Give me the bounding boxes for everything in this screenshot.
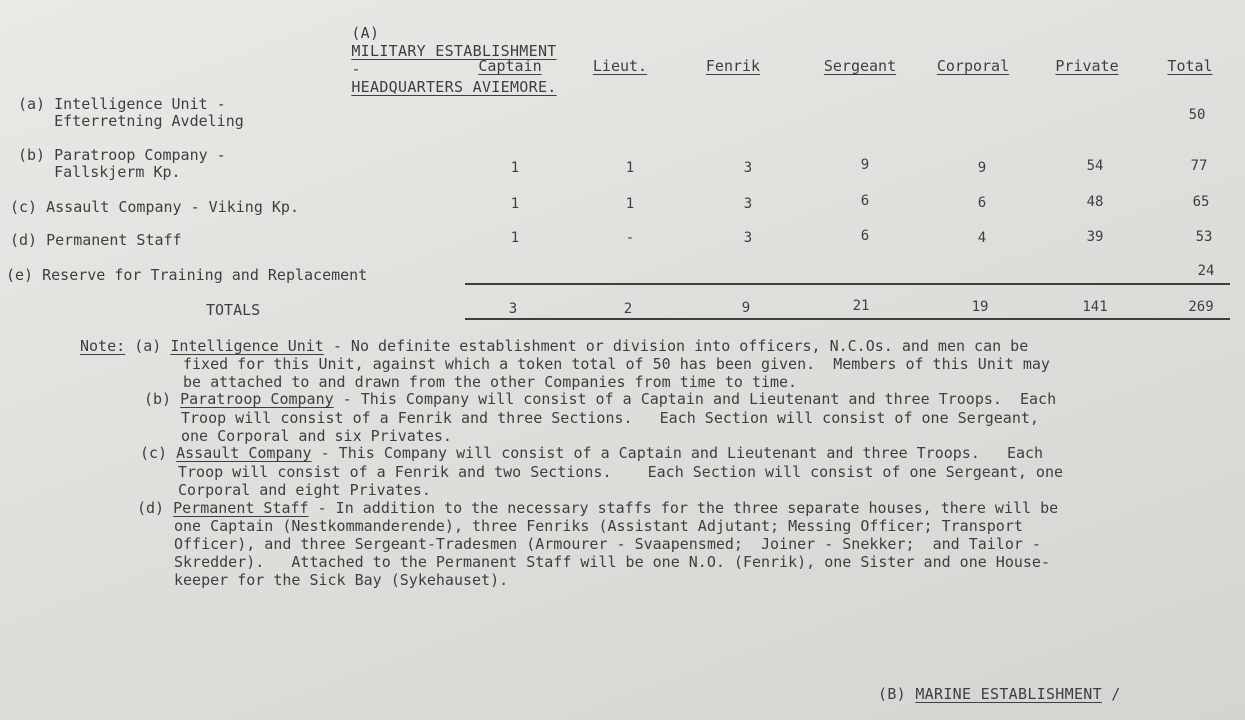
row-label-line2: Fallskjerm Kp.: [54, 163, 181, 181]
col-header-lieut: Lieut.: [592, 57, 648, 75]
cell-sergeant: 9: [860, 157, 870, 173]
note-d-marker: (d): [137, 499, 165, 517]
cell-total: 77: [1190, 158, 1208, 174]
note-label: Note:: [80, 337, 126, 355]
col-header-corporal: Corporal: [936, 57, 1010, 75]
cell-private: 54: [1086, 158, 1104, 174]
cell-fenrik: 3: [743, 160, 753, 176]
row-label-reserve: (e) Reserve for Training and Replacement: [6, 266, 368, 284]
cell-total: 50: [1188, 107, 1206, 123]
cell-lieut: 1: [625, 196, 635, 212]
totals-label: TOTALS: [206, 301, 261, 319]
cell-total: 53: [1195, 229, 1213, 245]
note-b-marker: (b): [144, 390, 172, 408]
total-lieut: 2: [623, 301, 633, 317]
note-d-line1: [137, 499, 1058, 517]
cell-private: 39: [1086, 229, 1104, 245]
cell-corporal: 4: [977, 230, 987, 246]
col-header-private: Private: [1055, 57, 1119, 75]
sum-rule-bottom: [465, 318, 1230, 320]
cell-lieut: 1: [625, 160, 635, 176]
heading-part2: HEADQUARTERS AVIEMORE.: [351, 78, 557, 96]
note-b-line3: one Corporal and six Privates.: [181, 427, 452, 445]
heading-part1: MILITARY ESTABLISHMENT: [351, 42, 557, 60]
row-label-intelligence: [18, 96, 244, 130]
note-a-marker: (a): [134, 337, 162, 355]
note-d-title: Permanent Staff: [173, 499, 309, 517]
footer-tail: /: [1101, 685, 1121, 703]
col-header-sergeant: Sergeant: [823, 57, 897, 75]
cell-corporal: 9: [977, 160, 987, 176]
cell-total: 24: [1197, 263, 1215, 279]
cell-fenrik: 3: [743, 230, 753, 246]
footer-title: MARINE ESTABLISHMENT: [915, 685, 1102, 703]
note-a-line2: fixed for this Unit, against which a token total of 50 has been given. Members of this Unit may: [183, 355, 1050, 373]
note-a-title: Intelligence Unit: [170, 337, 324, 355]
total-corporal: 19: [971, 299, 989, 315]
note-b-text1: - This Company will consist of a Captain and Lieutenant and three Troops. Each: [333, 390, 1057, 408]
row-label-line1: (b) Paratroop Company -: [18, 146, 226, 164]
cell-lieut: -: [625, 230, 635, 246]
note-c-line2: Troop will consist of a Fenrik and two Sections. Each Section will consist of one Sergeant, one: [178, 463, 1064, 481]
col-header-fenrik: Fenrik: [705, 57, 761, 75]
note-d-line3: Officer), and three Sergeant-Tradesmen (Armourer - Svaapensmed; Joiner - Snekker; and Tailor -: [174, 535, 1041, 553]
cell-captain: 1: [510, 160, 520, 176]
note-d-line5: keeper for the Sick Bay (Sykehauset).: [174, 571, 509, 589]
cell-total: 65: [1192, 194, 1210, 210]
heading-dash: -: [351, 60, 361, 78]
note-c-marker: (c): [140, 444, 168, 462]
note-a-line3: be attached to and drawn from the other Companies from time to time.: [183, 373, 798, 391]
note-d-text1: - In addition to the necessary staffs for the three separate houses, there will be: [308, 499, 1059, 517]
total-total: 269: [1188, 299, 1214, 315]
note-c-text1: - This Company will consist of a Captain and Lieutenant and three Troops. Each: [311, 444, 1044, 462]
note-b-title: Paratroop Company: [180, 390, 334, 408]
footer-section-heading: [878, 685, 1121, 703]
heading-prefix: (A): [351, 24, 380, 42]
row-label-line2: Efterretning Avdeling: [54, 112, 244, 130]
cell-captain: 1: [510, 196, 520, 212]
total-fenrik: 9: [741, 300, 751, 316]
row-label-paratroop: [18, 147, 226, 181]
note-a-line1: [80, 337, 1028, 355]
note-c-line3: Corporal and eight Privates.: [178, 481, 431, 499]
total-captain: 3: [508, 301, 518, 317]
cell-captain: 1: [510, 230, 520, 246]
row-label-permanent: (d) Permanent Staff: [10, 231, 182, 249]
row-label-assault: (c) Assault Company - Viking Kp.: [10, 198, 299, 216]
footer-prefix: (B): [878, 685, 906, 703]
note-d-line2: one Captain (Nestkommanderende), three Fenriks (Assistant Adjutant; Messing Officer; Transport: [174, 517, 1023, 535]
col-header-total: Total: [1167, 57, 1213, 75]
note-a-text1: - No definite establishment or division into officers, N.C.Os. and men can be: [323, 337, 1029, 355]
row-label-line1: (a) Intelligence Unit -: [18, 95, 226, 113]
cell-private: 48: [1086, 194, 1104, 210]
note-b-line2: Troop will consist of a Fenrik and three Sections. Each Section will consist of one Sergeant,: [181, 409, 1039, 427]
note-b-line1: [144, 390, 1056, 408]
cell-fenrik: 3: [743, 196, 753, 212]
sum-rule-top: [465, 283, 1230, 285]
cell-sergeant: 6: [860, 228, 870, 244]
cell-corporal: 6: [977, 195, 987, 211]
col-header-captain: Captain: [478, 57, 542, 75]
note-d-line4: Skredder). Attached to the Permanent Staff will be one N.O. (Fenrik), one Sister and one House-: [174, 553, 1050, 571]
total-private: 141: [1082, 299, 1108, 315]
note-c-line1: [140, 444, 1043, 462]
note-c-title: Assault Company: [176, 444, 312, 462]
cell-sergeant: 6: [860, 193, 870, 209]
total-sergeant: 21: [852, 298, 870, 314]
